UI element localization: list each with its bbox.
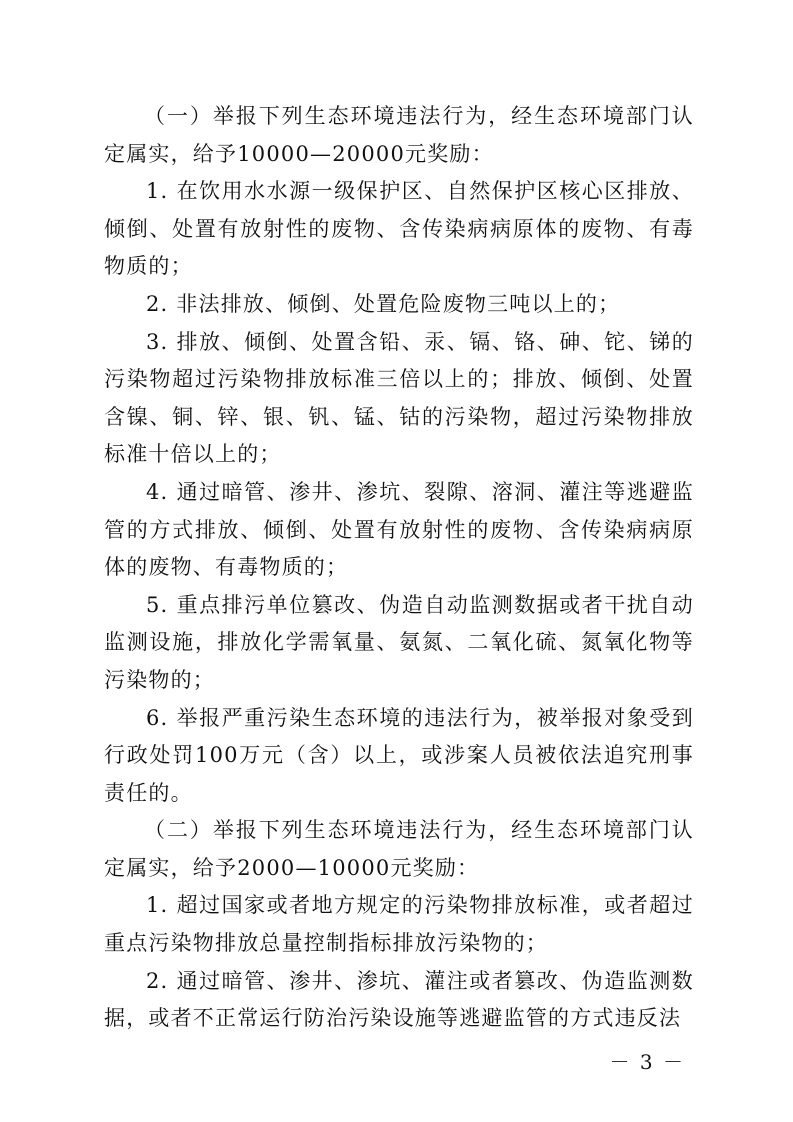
list-item: 6. 举报严重污染生态环境的违法行为，被举报对象受到行政处罚100万元（含）以上，或涉案人员被依法追究刑事责任的。 [104,705,694,805]
list-item: 1. 超过国家或者地方规定的污染物排放标准，或者超过重点污染物排放总量控制指标排放污染物的； [104,893,694,956]
list-item: 2. 非法排放、倾倒、处置危险废物三吨以上的； [146,291,621,316]
section-heading-2: （二）举报下列生态环境违法行为，经生态环境部门认定属实，给予2000—10000元奖励： [104,818,694,880]
list-item: 4. 通过暗管、渗井、渗坑、裂隙、溶洞、灌注等逃避监管的方式排放、倾倒、处置有放射性的废物、含传染病病原体的废物、有毒物质的； [104,479,694,580]
page-number: － 3 － [609,1050,685,1074]
list-item: 3. 排放、倾倒、处置含铅、汞、镉、铬、砷、铊、锑的污染物超过污染物排放标准三倍以上的；排放、倾倒、处置含镍、铜、锌、银、钒、锰、钴的污染物，超过污染物排放标准十倍以上的； [104,329,694,467]
list-item: 1. 在饮用水水源一级保护区、自然保护区核心区排放、倾倒、处置有放射性的废物、含传染病病原体的废物、有毒物质的； [104,179,694,279]
list-item: 5. 重点排污单位篡改、伪造自动监测数据或者干扰自动监测设施，排放化学需氧量、氨氮、二氧化硫、氮氧化物等污染物的； [104,592,694,692]
document-body [104,98,694,1038]
list-item: 2. 通过暗管、渗井、渗坑、灌注或者篡改、伪造监测数据，或者不正常运行防治污染设施等逃避监管的方式违反法 [104,968,694,1031]
section-heading-1: （一）举报下列生态环境违法行为，经生态环境部门认定属实，给予10000—20000元奖励： [104,104,694,166]
